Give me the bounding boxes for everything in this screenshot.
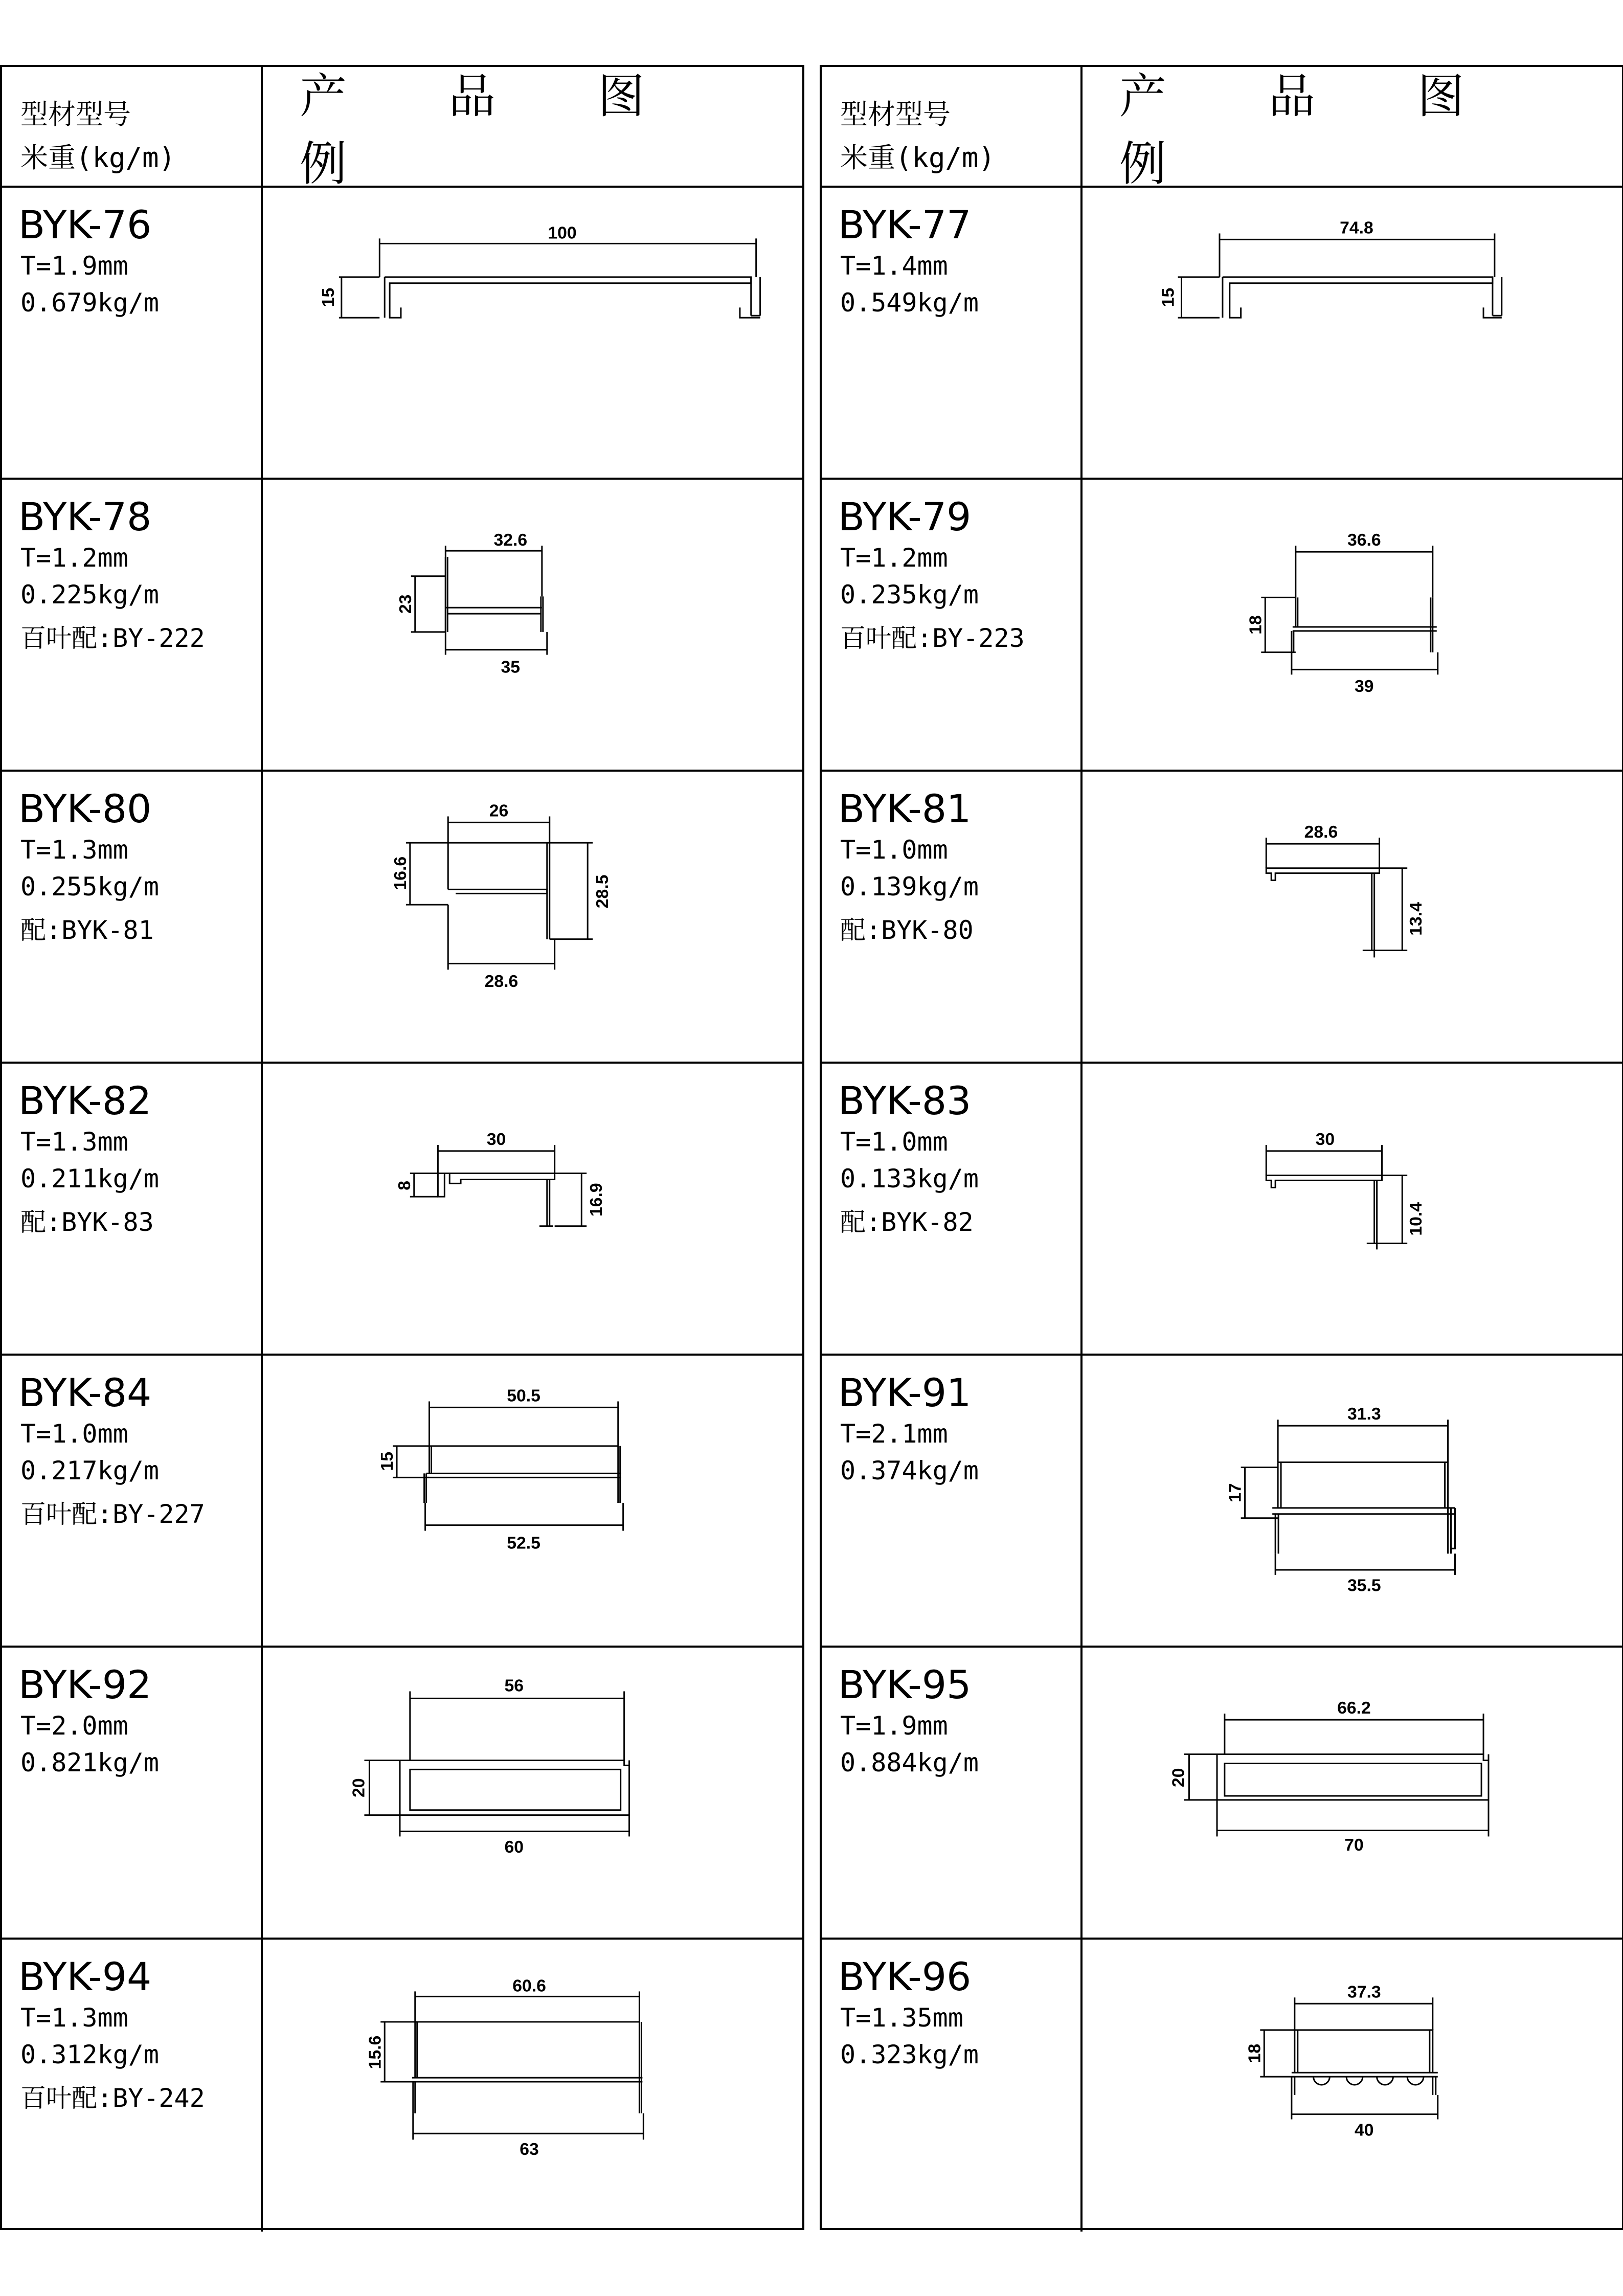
profile-accessory: 配:BYK-80	[840, 915, 974, 945]
table-header	[2, 67, 802, 191]
header-model-label: 型材型号	[840, 98, 951, 130]
profile-code: BYK-83	[838, 1078, 972, 1123]
profile-info	[2, 480, 263, 770]
profile-accessory: 配:BYK-83	[20, 1207, 154, 1237]
profile-drawing-svg	[1083, 772, 1622, 1062]
dim-bottom: 40	[1355, 2120, 1374, 2140]
header-weight-label: 米重(kg/m)	[840, 142, 996, 174]
profile-info	[822, 1356, 1083, 1646]
profile-drawing	[263, 1064, 802, 1354]
profile-weight: 0.821kg/m	[20, 1748, 159, 1777]
profile-table-right	[820, 65, 1623, 2230]
profile-row	[822, 188, 1622, 480]
profile-thickness: T=1.2mm	[20, 543, 128, 573]
profile-drawing-svg	[263, 1648, 802, 1938]
profile-drawing	[1083, 1648, 1622, 1938]
profile-code: BYK-82	[18, 1078, 152, 1123]
dim-top: 30	[1315, 1129, 1335, 1149]
dim-left-height: 8	[394, 1180, 414, 1190]
profile-weight: 0.323kg/m	[840, 2040, 979, 2069]
profile-thickness: T=1.9mm	[840, 1711, 948, 1741]
profile-row	[822, 1648, 1622, 1940]
profile-table-left	[0, 65, 804, 2230]
profile-drawging-svg	[1083, 1356, 1622, 1646]
dim-bottom: 28.6	[484, 971, 519, 991]
profile-accessory: 百叶配:BY-227	[20, 1499, 205, 1529]
profile-thickness: T=1.3mm	[20, 2003, 128, 2033]
profile-code: BYK-92	[18, 1662, 152, 1707]
profile-info	[2, 1648, 263, 1938]
dim-height: 15.6	[365, 2035, 385, 2069]
profile-info	[2, 1356, 263, 1646]
dim-right-height: 28.5	[592, 874, 612, 909]
profile-drawing-svg	[1083, 1064, 1622, 1354]
profile-info	[822, 480, 1083, 770]
dim-top: 66.2	[1337, 1698, 1371, 1718]
dim-top: 28.6	[1304, 822, 1338, 842]
profile-drawing	[263, 1648, 802, 1938]
profile-code: BYK-80	[18, 786, 152, 831]
profile-drawing-svg	[1083, 1648, 1622, 1938]
profile-weight: 0.235kg/m	[840, 580, 979, 610]
profile-drawing-svg	[1083, 188, 1622, 478]
profile-info	[2, 1940, 263, 2232]
profile-thickness: T=2.1mm	[840, 1419, 948, 1449]
profile-thickness: T=1.3mm	[20, 1127, 128, 1157]
profile-row	[2, 1940, 802, 2232]
profile-weight: 0.549kg/m	[840, 288, 979, 318]
table-header	[822, 67, 1622, 191]
dim-top: 60.6	[512, 1976, 546, 1996]
profile-code: BYK-77	[838, 202, 972, 247]
header-figure-label: 产 品 图 例	[300, 69, 682, 191]
profile-info	[822, 1940, 1083, 2232]
dim-width: 100	[548, 223, 577, 243]
profile-thickness: T=1.0mm	[840, 1127, 948, 1157]
dim-bottom: 52.5	[507, 1533, 540, 1553]
profile-drawing-svg	[263, 1940, 802, 2232]
dim-height: 20	[1168, 1768, 1188, 1787]
dim-height: 18	[1246, 615, 1266, 635]
profile-accessory: 百叶配:BY-242	[20, 2083, 205, 2113]
profile-weight: 0.374kg/m	[840, 1456, 979, 1485]
profile-thickness: T=2.0mm	[20, 1711, 128, 1741]
profile-drawing-svg	[263, 188, 802, 478]
profile-accessory: 配:BYK-81	[20, 915, 154, 945]
profile-info	[822, 772, 1083, 1062]
profile-code: BYK-78	[18, 494, 152, 539]
profile-drawing	[1083, 480, 1622, 770]
dim-right-height: 16.9	[586, 1183, 606, 1217]
profile-drawing	[1083, 188, 1622, 478]
dim-bottom: 70	[1344, 1835, 1364, 1855]
dim-bottom: 63	[520, 2139, 539, 2159]
profile-code: BYK-94	[18, 1954, 152, 1999]
profile-drawing	[1083, 1064, 1622, 1354]
profile-row	[2, 1356, 802, 1648]
dim-right-height: 10.4	[1406, 1202, 1426, 1236]
profile-row	[2, 772, 802, 1064]
profile-row	[822, 1356, 1622, 1648]
profile-drawing	[263, 1940, 802, 2232]
profile-row	[2, 1064, 802, 1356]
profile-weight: 0.679kg/m	[20, 288, 159, 318]
profile-weight: 0.255kg/m	[20, 872, 159, 902]
profile-drawing	[1083, 1940, 1622, 2232]
profile-code: BYK-84	[18, 1370, 152, 1415]
profile-drawing-svg	[263, 772, 802, 1062]
profile-row	[822, 1940, 1622, 2232]
header-model-cell	[822, 67, 1083, 186]
header-model-label: 型材型号	[20, 98, 131, 130]
profile-info	[2, 1064, 263, 1354]
profile-drawing-svg	[263, 480, 802, 770]
profile-thickness: T=1.0mm	[20, 1419, 128, 1449]
header-weight-label: 米重(kg/m)	[20, 142, 176, 174]
profile-weight: 0.884kg/m	[840, 1748, 979, 1777]
profile-drawing	[263, 188, 802, 478]
dim-top: 37.3	[1347, 1982, 1381, 2002]
profile-row	[2, 480, 802, 772]
profile-info	[2, 188, 263, 478]
profile-code: BYK-91	[838, 1370, 972, 1415]
profile-drawing	[1083, 1356, 1622, 1646]
profile-info	[822, 188, 1083, 478]
profile-weight: 0.133kg/m	[840, 1164, 979, 1194]
dim-height: 15	[318, 287, 338, 307]
profile-drawing	[263, 480, 802, 770]
profile-row	[822, 1064, 1622, 1356]
profile-weight: 0.217kg/m	[20, 1456, 159, 1485]
header-model-cell	[2, 67, 263, 186]
profile-drawing-svg	[263, 1064, 802, 1354]
profile-accessory: 百叶配:BY-222	[20, 623, 205, 653]
dim-bottom: 60	[504, 1837, 524, 1857]
profile-accessory: 百叶配:BY-223	[840, 623, 1025, 653]
dim-height: 15	[1158, 287, 1178, 307]
profile-row	[2, 1648, 802, 1940]
profile-thickness: T=1.0mm	[840, 835, 948, 865]
profile-drawing-svg	[263, 1356, 802, 1646]
dim-top: 56	[504, 1676, 524, 1696]
profile-thickness: T=1.4mm	[840, 251, 948, 281]
dim-height: 15	[377, 1451, 397, 1471]
dim-right-height: 13.4	[1406, 902, 1426, 936]
dim-top: 50.5	[507, 1386, 540, 1406]
dim-top: 26	[489, 801, 509, 821]
profile-thickness: T=1.2mm	[840, 543, 948, 573]
profile-code: BYK-96	[838, 1954, 972, 1999]
profile-drawing	[263, 1356, 802, 1646]
dim-top: 32.6	[493, 530, 528, 550]
profile-info	[822, 1064, 1083, 1354]
profile-info	[2, 772, 263, 1062]
profile-row	[2, 188, 802, 480]
profile-drawing-svg	[1083, 480, 1622, 770]
header-figure-label: 产 品 图 例	[1119, 69, 1501, 191]
dim-top: 31.3	[1347, 1404, 1381, 1424]
profile-row	[822, 480, 1622, 772]
profile-drawing-svg	[1083, 1940, 1622, 2232]
profile-drawing	[263, 772, 802, 1062]
profile-thickness: T=1.35mm	[840, 2003, 963, 2033]
dim-bottom: 39	[1355, 677, 1374, 696]
dim-top: 36.6	[1347, 530, 1381, 550]
profile-weight: 0.211kg/m	[20, 1164, 159, 1194]
dim-height: 18	[1245, 2043, 1265, 2063]
profile-code: BYK-81	[838, 786, 972, 831]
dim-bottom: 35.5	[1347, 1575, 1381, 1595]
profile-info	[822, 1648, 1083, 1938]
profile-thickness: T=1.3mm	[20, 835, 128, 865]
profile-drawing	[1083, 772, 1622, 1062]
profile-weight: 0.139kg/m	[840, 872, 979, 902]
profile-thickness: T=1.9mm	[20, 251, 128, 281]
dim-width: 74.8	[1340, 218, 1373, 238]
dim-top: 30	[486, 1129, 506, 1149]
profile-code: BYK-76	[18, 202, 152, 247]
dim-bottom: 35	[501, 657, 521, 677]
profile-accessory: 配:BYK-82	[840, 1207, 974, 1237]
profile-row	[822, 772, 1622, 1064]
profile-code: BYK-95	[838, 1662, 972, 1707]
profile-code: BYK-79	[838, 494, 972, 539]
dim-height: 20	[349, 1778, 369, 1797]
profile-weight: 0.225kg/m	[20, 580, 159, 610]
dim-height: 23	[395, 594, 415, 614]
dim-height: 17	[1225, 1483, 1245, 1502]
profile-weight: 0.312kg/m	[20, 2040, 159, 2069]
dim-left-height: 16.6	[390, 856, 410, 890]
